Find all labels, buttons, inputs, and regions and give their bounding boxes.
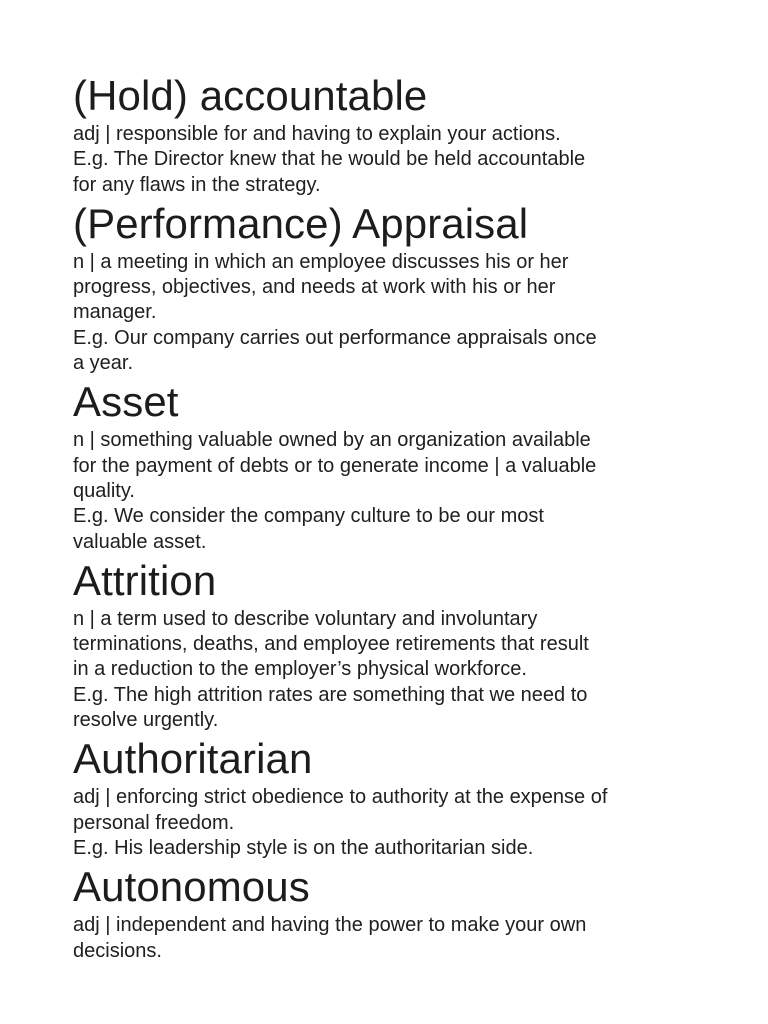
glossary-entry-appraisal bbox=[73, 198, 708, 376]
entry-example-line: E.g. His leadership style is on the authoritarian side. bbox=[73, 836, 534, 859]
entry-example-line: E.g. We consider the company culture to be our most bbox=[73, 505, 544, 528]
entry-definition-line: manager. bbox=[73, 301, 157, 324]
entry-definition-line: progress, objectives, and needs at work with his or her bbox=[73, 276, 556, 299]
entry-example-line: E.g. The high attrition rates are something that we need to bbox=[73, 683, 588, 706]
glossary-entry-autonomous bbox=[73, 861, 708, 964]
entry-term: Asset bbox=[73, 378, 179, 426]
entry-definition-line: adj | independent and having the power to make your own bbox=[73, 914, 587, 937]
glossary-entry-attrition bbox=[73, 555, 708, 733]
entry-definition-line: n | a meeting in which an employee discusses his or her bbox=[73, 250, 569, 273]
entry-example-line: a year. bbox=[73, 352, 134, 375]
glossary-entry-authoritarian bbox=[73, 733, 708, 861]
entry-term: Attrition bbox=[73, 556, 217, 604]
entry-definition-line: adj | responsible for and having to explain your actions. bbox=[73, 123, 561, 145]
entry-definition-line: in a reduction to the employer’s physical workforce. bbox=[73, 658, 527, 681]
entry-example-line: E.g. Our company carries out performance appraisals once bbox=[73, 326, 597, 349]
entry-definition-line: n | something valuable owned by an organization available bbox=[73, 429, 591, 452]
glossary-entry-asset bbox=[73, 376, 708, 554]
entry-definition-line: decisions. bbox=[73, 939, 162, 962]
entry-definition-line: adj | enforcing strict obedience to authority at the expense of bbox=[73, 786, 608, 809]
entry-term: Autonomous bbox=[73, 863, 310, 911]
entry-example-line: valuable asset. bbox=[73, 530, 207, 553]
entry-term: (Performance) Appraisal bbox=[73, 199, 529, 247]
entry-definition-line: n | a term used to describe voluntary and involuntary bbox=[73, 607, 538, 630]
entry-term: (Hold) accountable bbox=[73, 72, 428, 119]
entry-term: Authoritarian bbox=[73, 735, 313, 783]
entry-example-line: resolve urgently. bbox=[73, 709, 219, 732]
entry-definition-line: for the payment of debts or to generate income | a valuable bbox=[73, 454, 597, 477]
entry-example-line: for any flaws in the strategy. bbox=[73, 173, 321, 196]
glossary-entry-accountable bbox=[73, 70, 708, 198]
entry-definition-line: terminations, deaths, and employee retirements that result bbox=[73, 633, 589, 656]
entry-definition-line: personal freedom. bbox=[73, 811, 235, 834]
entry-definition-line: quality. bbox=[73, 479, 135, 502]
entry-example-line: E.g. The Director knew that he would be held accountable bbox=[73, 148, 586, 171]
